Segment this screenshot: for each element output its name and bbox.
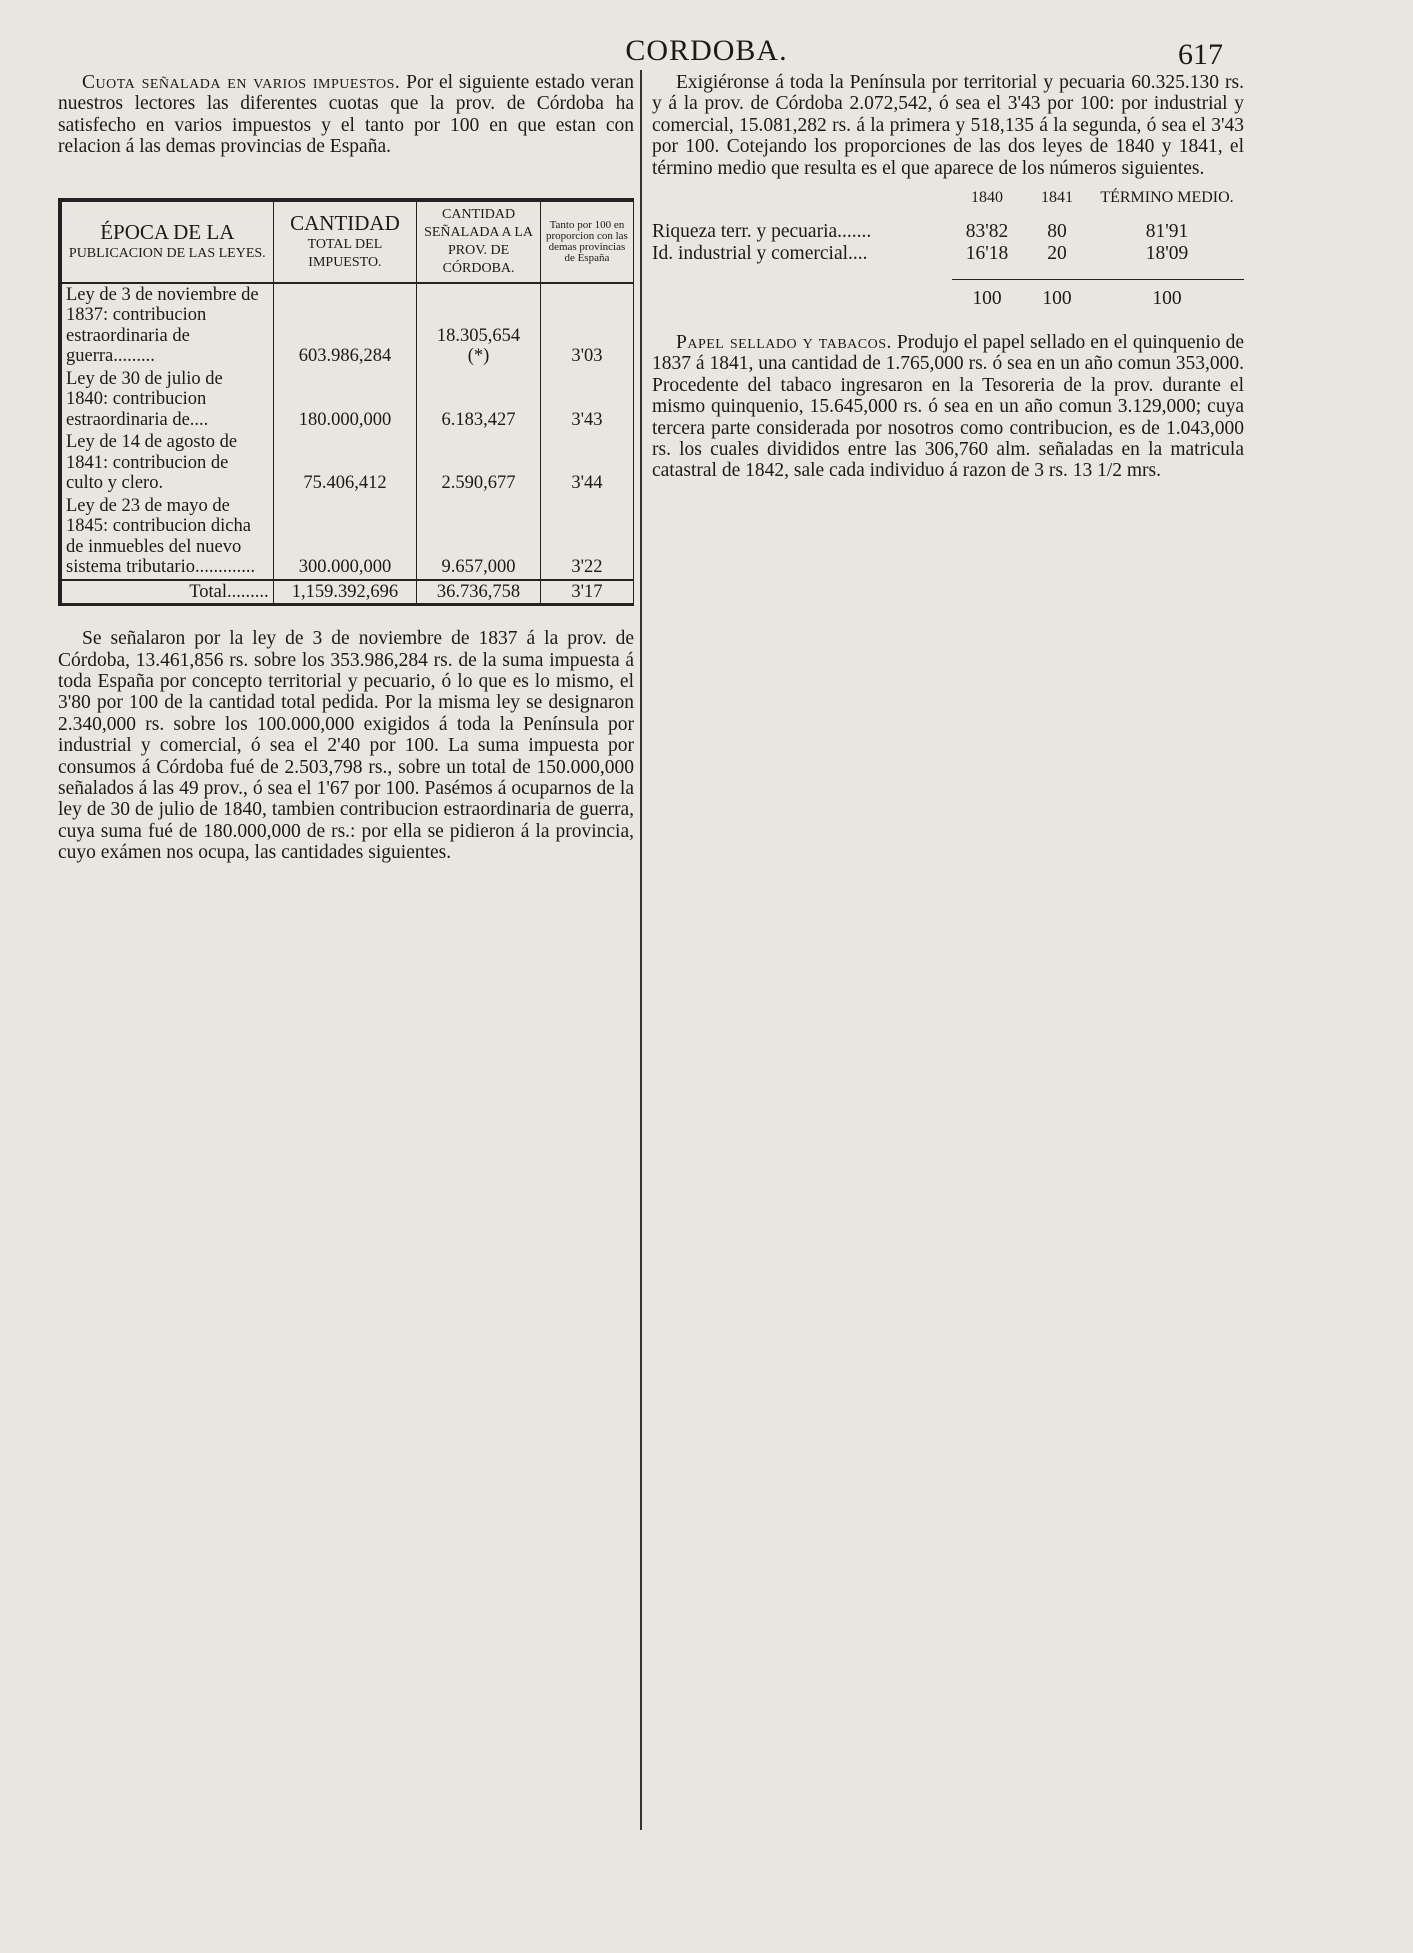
paragraph-papel-sellado: Papel sellado y tabacos. Produjo el papel sellado en el quinquenio de 1837 á 1841, una cantidad de 1.765,000 rs. ó sea en un año comun 353,000. Procedente del tabaco ingresaron en la Tesoreria de la prov. durante el mismo quinquenio, 15.645,000 rs. ó sea en un año comun 3.129,000; cuya tercera parte considerada por nosotros como contribucion, es de 1.043,000 rs. los cuales divididos entre las 306,760 alm. señaladas en la matricula catastral de 1842, sale cada individuo á razon de 3 rs. 13 1/2 mrs. [652,332,1245,482]
right-column [652,72,1244,482]
intro-text: Por el siguiente estado veran nuestros lectores las diferentes cuotas que la prov. de Córdoba ha satisfecho en varios impuestos y el tanto por 100 en que estan con relacion á las demas provincias de España. [58,72,634,158]
paragraph-exigieronse: Exigiéronse á toda la Península por territorial y pecuaria 60.325.130 rs. y á la prov. de Córdoba 2.072,542, ó sea el 3'43 por 100: por industrial y comercial, 15.081,282 rs. á la primera y 518,135 á la segunda, ó sea el 3'43 por 100. Cotejando los proporciones de las dos leyes de 1840 y 1841, el término medio que resulta es el que aparece de los números siguientes. [652,72,1244,179]
left-column [58,72,634,864]
intro-paragraph [58,72,634,158]
tax-table [58,198,634,607]
table-row: Ley de 14 de agosto de 1841: contribucion de culto y clero. 75.406,412 2.590,677 3'44 [60,431,634,495]
paragraph-ley-1837: Se señalaron por la ley de 3 de noviembre de 1837 á la prov. de Córdoba, 13.461,856 rs. sobre los 353.986,284 rs. de la suma impuesta á toda España por concepto territorial y pecuario, ó lo que es lo mismo, el 3'80 por 100 de la cantidad total pedida. Por la misma ley se designaron 2.340,000 rs. sobre los 100.000,000 exigidos á toda la Península por industrial y comercial, ó sea el 2'40 por 100. La suma impuesta por consumos á Córdoba fué de 2.503,798 rs., sobre un total de 150.000,000 señalados á las 49 prov., ó sea el 1'67 por 100. Pasémos á ocuparnos de la ley de 30 de julio de 1840, tambien contribucion estraordinaria de guerra, cuya suma fué de 180.000,000 de rs.: por ella se pidieron á la provincia, cuyo exámen nos ocupa, las cantidades siguientes. [58,628,634,864]
table-1840-1841: 1840 1841 TÉRMINO MEDIO. Riqueza terr. y pecuaria....... 83'82 80 81'91 Id. industrial y comercial.... 16'18 20 18'09 100 100 100 [652,189,1244,310]
table-total-row: 100 100 100 [952,279,1244,310]
table-total-row: Total......... 1,159.392,696 36.736,758 3'17 [60,580,634,605]
table-row: Riqueza terr. y pecuaria....... 83'82 80 81'91 [652,221,1189,243]
col-prov: CANTIDAD SEÑALADA A LA PROV. DE CÓRDOBA. [417,200,541,283]
table-row: Ley de 30 de julio de 1840: contribucion estraordinaria de.... 180.000,000 6.183,427 3'43 [60,368,634,432]
intro-heading: Cuota señalada en varios impuestos. [82,72,401,93]
table-row: Ley de 3 de noviembre de 1837: contribucion estraordinaria de guerra......... 603.986,284 18.305,654 (*) 3'03 [60,283,634,368]
running-head: CORDOBA. [625,34,788,67]
table-row: Ley de 23 de mayo de 1845: contribucion dicha de inmuebles del nuevo sistema tributario............. 300.000,000 9.657,000 3'22 [60,495,634,580]
page-number: 617 [1178,38,1223,71]
table-row: Id. industrial y comercial.... 16'18 20 18'09 [652,243,1189,265]
column-divider [640,70,642,1830]
col-tanto: Tanto por 100 en proporcion con las demas provincias de España [540,200,633,283]
col-epoca: ÉPOCA DE LA PUBLICACION DE LAS LEYES. [60,200,273,283]
col-cantidad: CANTIDAD TOTAL DEL IMPUESTO. [273,200,417,283]
